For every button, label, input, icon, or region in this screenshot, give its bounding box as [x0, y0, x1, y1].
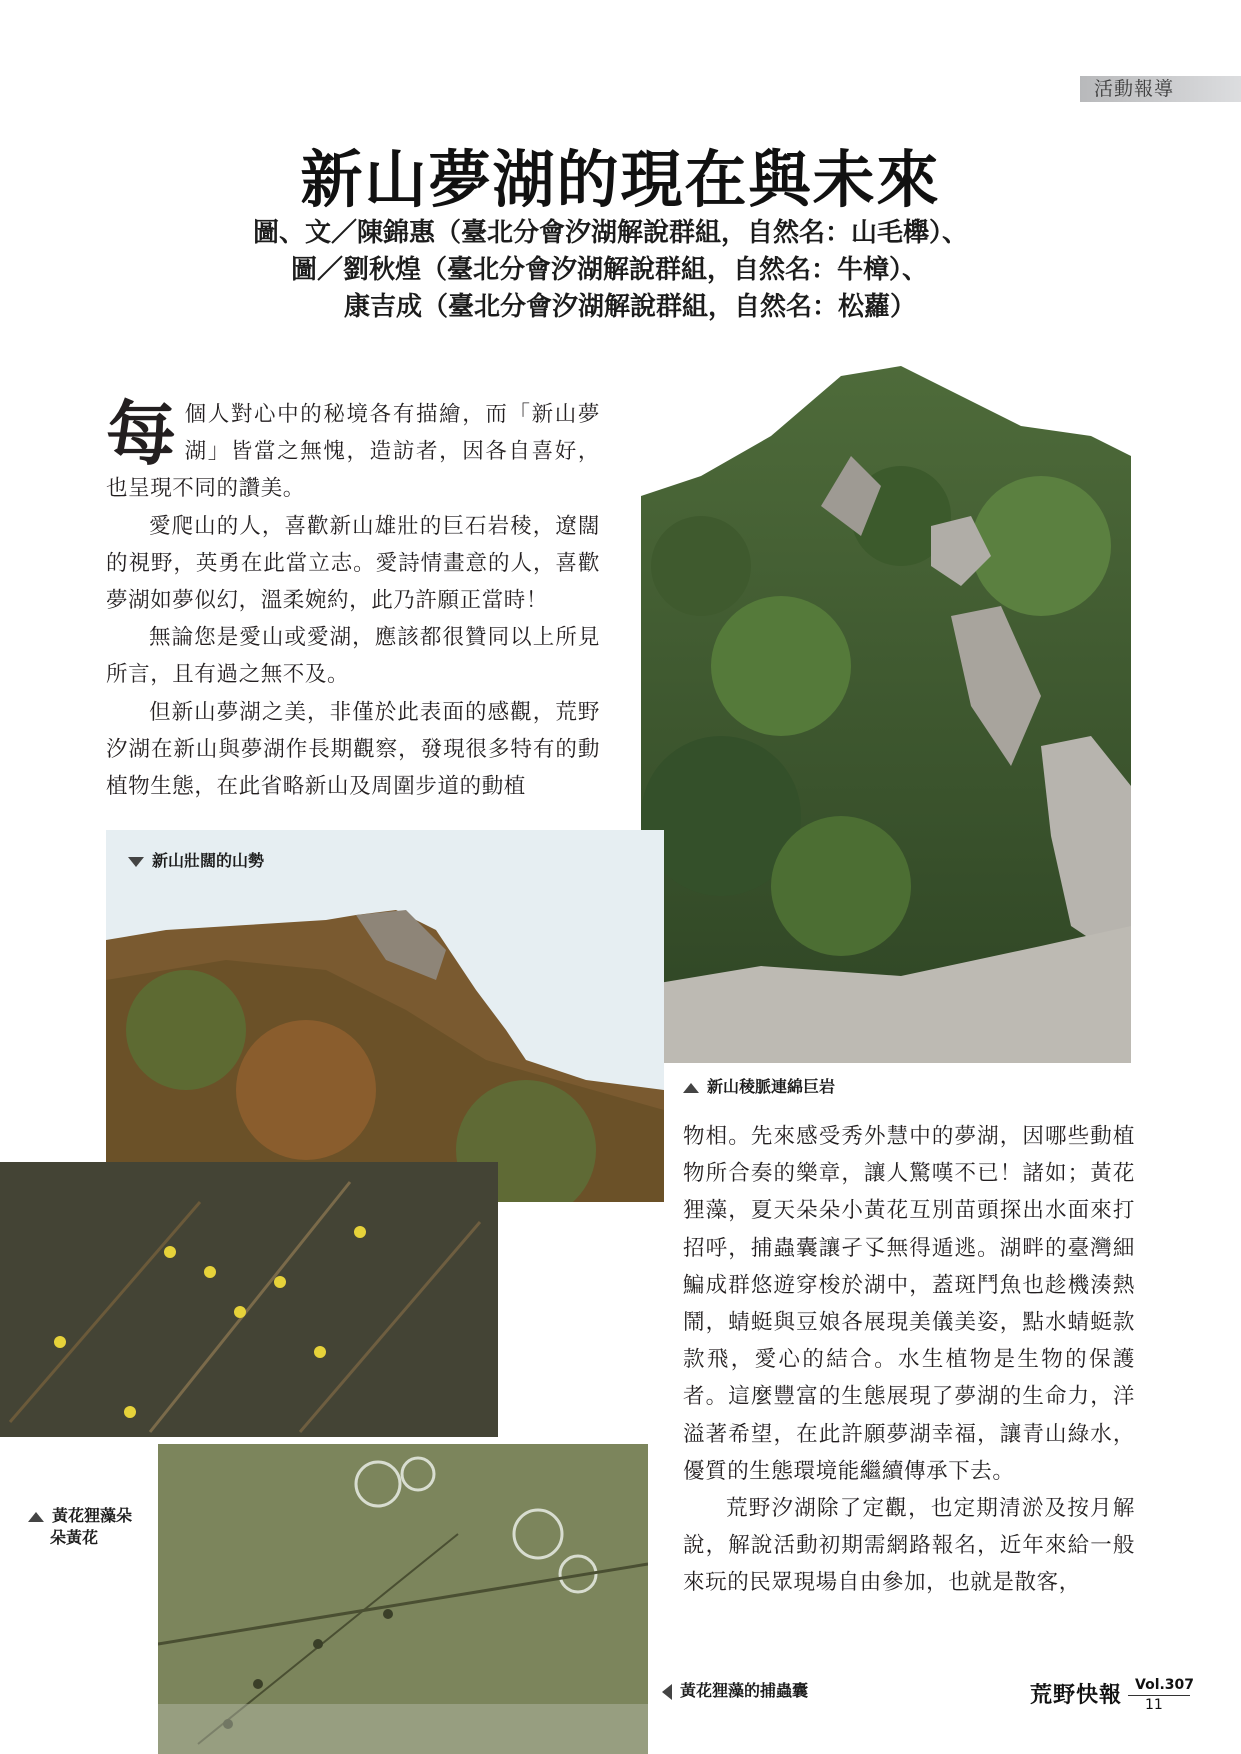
left-column — [106, 392, 600, 805]
triangle-up-icon — [28, 1512, 44, 1522]
triangle-up-icon — [683, 1083, 699, 1093]
magazine-brand: 荒野快報 — [1030, 1682, 1123, 1708]
triangle-down-icon — [128, 857, 144, 867]
dropcap: 每 — [106, 392, 177, 475]
mountain-photo — [106, 830, 664, 1202]
paragraph: 物相。先來感受秀外慧中的夢湖，因哪些動植物所合奏的樂章，讓人驚嘆不已！諸如；黃花狸藻，夏天朵朵小黃花互別苗頭探出水面來打招呼，捕蟲囊讓孑孓無得遁逃。湖畔的臺灣細鯿成群悠遊穿梭於湖中，蓋斑鬥魚也趁機湊熱鬧，蜻蜓與豆娘各展現美儀美姿，點水蜻蜓款款飛，愛心的結合。水生植物是生物的保護者。這麼豐富的生態展現了夢湖的生命力，洋溢著希望，在此許願夢湖幸福，讓青山綠水，優質的生態環境能繼續傳承下去。 — [683, 1124, 1135, 1484]
right-column — [683, 1118, 1135, 1602]
paragraph: 無論您是愛山或愛湖，應該都很贊同以上所見所言，且有過之無不及。 — [106, 625, 600, 688]
bladderwort-bladders-photo — [158, 1444, 648, 1754]
byline-3: 康吉成（臺北分會汐湖解說群組，自然名：松蘿） — [344, 292, 917, 322]
caption-flowers: 黃花狸藻朵 朵黃花 — [28, 1505, 132, 1549]
paragraph: 愛爬山的人，喜歡新山雄壯的巨石岩稜，遼闊的視野，英勇在此當立志。愛詩情畫意的人，喜歡夢湖如夢似幻，溫柔婉約，此乃許願正當時！ — [106, 513, 600, 614]
byline-2: 圖／劉秋煌（臺北分會汐湖解說群組，自然名：牛樟）、 — [291, 255, 929, 285]
triangle-left-icon — [662, 1684, 672, 1700]
ridge-rock-photo — [641, 366, 1131, 1063]
paragraph: 但新山夢湖之美，非僅於此表面的感觀，荒野汐湖在新山與夢湖作長期觀察，發現很多特有的動植物生態，在此省略新山及周圍步道的動植 — [106, 699, 600, 800]
caption-bladders: 黃花狸藻的捕蟲囊 — [662, 1680, 808, 1702]
bladderwort-flowers-photo — [0, 1162, 498, 1437]
divider — [1128, 1695, 1190, 1696]
paragraph: 荒野汐湖除了定觀，也定期清淤及按月解說，解說活動初期需網路報名，近年來給一般來玩的民眾現場自由參加，也就是散客， — [683, 1496, 1135, 1596]
section-label: 活動報導 — [1094, 78, 1175, 100]
byline-1: 圖、文／陳錦惠（臺北分會汐湖解說群組，自然名：山毛櫸）、 — [253, 218, 969, 248]
page-number: 11 — [1145, 1697, 1163, 1713]
caption-mountain: 新山壯闊的山勢 — [128, 850, 264, 872]
article-title: 新山夢湖的現在與未來 — [300, 143, 941, 216]
caption-ridge: 新山稜脈連綿巨岩 — [683, 1076, 835, 1098]
paragraph: 個人對心中的秘境各有描繪，而「新山夢湖」皆當之無愧，造訪者，因各自喜好，也呈現不同的讚美。 — [106, 402, 600, 502]
volume-number: Vol.307 — [1135, 1677, 1195, 1693]
